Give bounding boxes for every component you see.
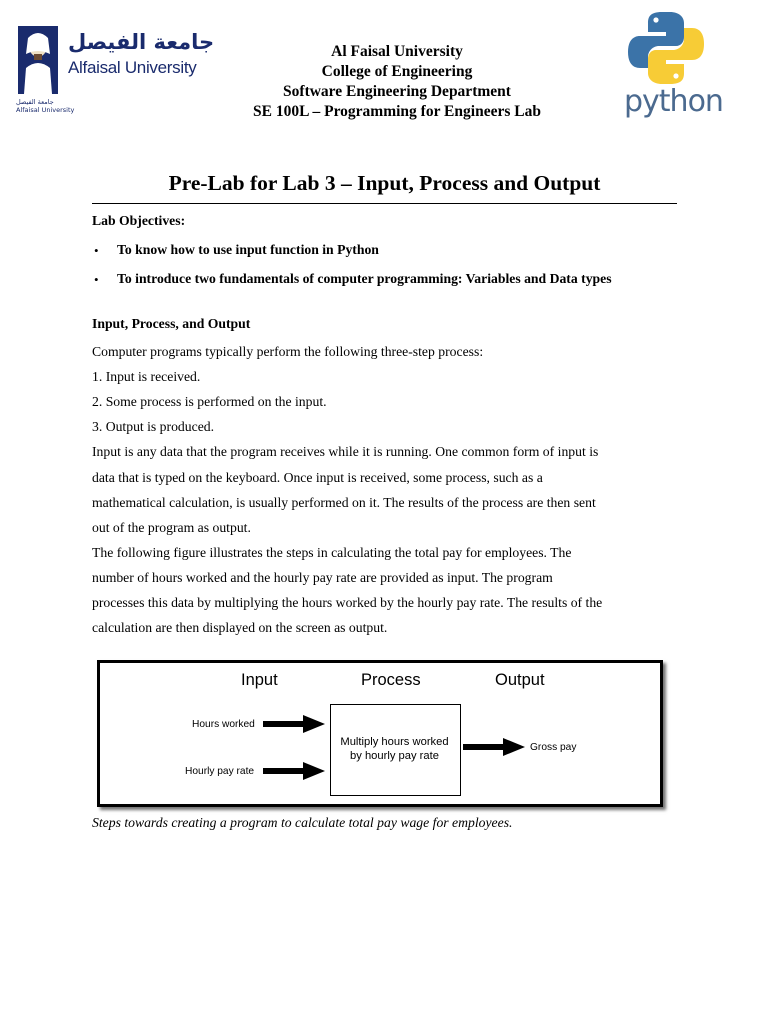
- python-logo-word: python: [624, 84, 723, 119]
- figure-input-header: Input: [241, 671, 278, 689]
- alfaisal-university-logo: [14, 24, 215, 116]
- portrait-emblem-icon: [14, 24, 62, 96]
- logo-arabic-name: جامعة الفيصل: [68, 30, 215, 54]
- figure-output-header: Output: [495, 671, 545, 689]
- body-line: data that is typed on the keyboard. Once input is received, some process, such as a: [92, 470, 543, 485]
- section-heading: Input, Process, and Output: [92, 316, 251, 331]
- process-text-line: Multiply hours worked: [340, 736, 449, 748]
- figure-caption: Steps towards creating a program to calculate total pay wage for employees.: [92, 815, 513, 830]
- body-line: The following figure illustrates the steps in calculating the total pay for employees. The: [92, 545, 572, 560]
- bullet-icon: •: [94, 272, 99, 287]
- body-line: 3. Output is produced.: [92, 419, 215, 434]
- figure-input-rate: Hourly pay rate: [185, 766, 255, 777]
- figure-input-hours: Hours worked: [192, 719, 255, 730]
- arrow-right-icon: [463, 738, 525, 756]
- course-name: SE 100L – Programming for Engineers Lab: [253, 103, 541, 120]
- department-name: Software Engineering Department: [283, 83, 511, 100]
- title-divider: [92, 203, 677, 204]
- university-name: Al Faisal University: [331, 43, 463, 60]
- process-box-text: [330, 736, 459, 763]
- figure-output-gross-pay: Gross pay: [530, 742, 577, 753]
- body-line: mathematical calculation, is usually performed on it. The results of the process are then sent: [92, 495, 596, 510]
- logo-small-english: Alfaisal University: [16, 106, 75, 114]
- body-line: calculation are then displayed on the screen as output.: [92, 620, 388, 635]
- body-line: processes this data by multiplying the hours worked by the hourly pay rate. The results of the: [92, 595, 603, 610]
- arrow-right-icon: [263, 762, 325, 780]
- objectives-heading: Lab Objectives:: [92, 213, 186, 228]
- body-line: Input is any data that the program receives while it is running. One common form of input is: [92, 444, 599, 459]
- college-name: College of Engineering: [321, 63, 473, 80]
- body-line: out of the program as output.: [92, 520, 251, 535]
- body-line: number of hours worked and the hourly pay rate are provided as input. The program: [92, 570, 553, 585]
- body-line: 1. Input is received.: [92, 369, 201, 384]
- objective-item: To introduce two fundamentals of computer programming: Variables and Data types: [117, 271, 612, 286]
- ipo-figure: [97, 660, 663, 807]
- page-title: Pre-Lab for Lab 3 – Input, Process and Output: [168, 171, 601, 195]
- body-line: 2. Some process is performed on the input.: [92, 394, 327, 409]
- logo-english-name: Alfaisal University: [68, 58, 197, 77]
- process-text-line: by hourly pay rate: [350, 749, 439, 762]
- figure-process-header: Process: [361, 671, 421, 689]
- objective-item: To know how to use input function in Python: [117, 242, 379, 257]
- document-header: [200, 42, 594, 122]
- body-line: Computer programs typically perform the following three-step process:: [92, 344, 484, 359]
- arrow-right-icon: [263, 715, 325, 733]
- logo-small-arabic: جامعة الفيصل: [16, 98, 54, 106]
- bullet-icon: •: [94, 243, 99, 258]
